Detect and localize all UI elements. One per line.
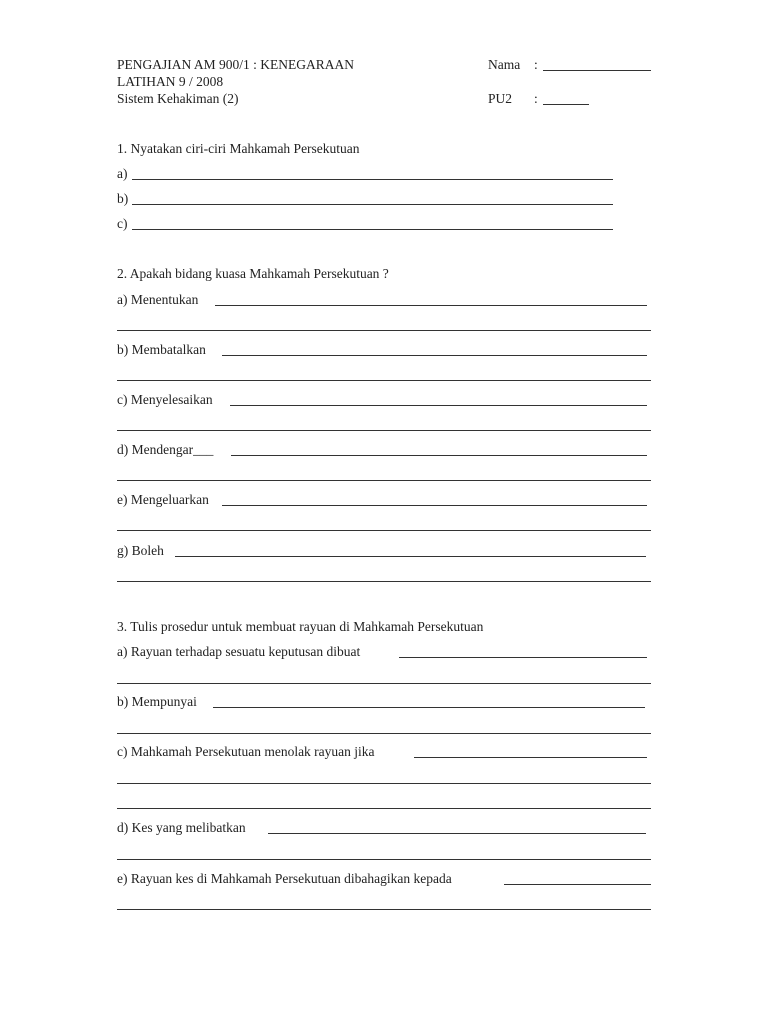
q3-answer-line[interactable] (117, 683, 651, 684)
q3-answer-line[interactable] (117, 859, 651, 860)
q3-answer-line[interactable] (117, 909, 651, 910)
class-colon: : (534, 91, 538, 106)
name-label: Nama (488, 57, 521, 72)
course-title: PENGAJIAN AM 900/1 : KENEGARAAN (117, 57, 355, 72)
q2-answer-line[interactable] (117, 380, 651, 381)
q2-answer-line[interactable] (117, 330, 651, 331)
topic-title: Sistem Kehakiman (2) (117, 91, 239, 106)
q3-answer-line[interactable] (117, 733, 651, 734)
question-3: 3. Tulis prosedur untuk membuat rayuan di Mahkamah Persekutuan (117, 619, 484, 634)
name-answer-line[interactable] (543, 70, 651, 71)
q3-answer-line[interactable] (504, 884, 651, 885)
q3-answer-line[interactable] (117, 783, 651, 784)
q3-item-label: b) Mempunyai (117, 694, 197, 709)
q1-item-label: b) (117, 191, 129, 206)
class-label: PU2 (488, 91, 513, 106)
q2-item-label: a) Menentukan (117, 292, 199, 307)
q2-answer-line[interactable] (117, 581, 651, 582)
exercise-number: LATIHAN 9 / 2008 (117, 74, 224, 89)
q3-answer-line[interactable] (414, 757, 647, 758)
q2-answer-line[interactable] (215, 305, 647, 306)
q2-answer-line[interactable] (117, 480, 651, 481)
q2-item-label: b) Membatalkan (117, 342, 206, 357)
name-colon: : (534, 57, 538, 72)
class-answer-line[interactable] (543, 104, 589, 105)
q3-answer-line[interactable] (213, 707, 645, 708)
q3-item-label: e) Rayuan kes di Mahkamah Persekutuan dibahagikan kepada (117, 871, 452, 886)
q1-answer-line[interactable] (132, 229, 613, 230)
q2-answer-line[interactable] (231, 455, 647, 456)
q2-answer-line[interactable] (117, 430, 651, 431)
q2-item-label: d) Mendengar___ (117, 442, 214, 457)
q3-answer-line[interactable] (399, 657, 647, 658)
q2-item-label: e) Mengeluarkan (117, 492, 209, 507)
q2-answer-line[interactable] (222, 355, 647, 356)
q2-item-label: c) Menyelesaikan (117, 392, 213, 407)
q1-item-label: c) (117, 216, 128, 231)
question-1: 1. Nyatakan ciri-ciri Mahkamah Persekutuan (117, 141, 360, 156)
q2-answer-line[interactable] (175, 556, 646, 557)
q3-answer-line[interactable] (117, 808, 651, 809)
q3-item-label: a) Rayuan terhadap sesuatu keputusan dibuat (117, 644, 361, 659)
q1-answer-line[interactable] (132, 179, 613, 180)
q2-answer-line[interactable] (222, 505, 647, 506)
question-2: 2. Apakah bidang kuasa Mahkamah Persekutuan ? (117, 266, 389, 281)
q1-answer-line[interactable] (132, 204, 613, 205)
q2-answer-line[interactable] (117, 530, 651, 531)
q3-item-label: d) Kes yang melibatkan (117, 820, 246, 835)
q3-answer-line[interactable] (268, 833, 646, 834)
q2-item-label: g) Boleh (117, 543, 164, 558)
q2-answer-line[interactable] (230, 405, 647, 406)
q3-item-label: c) Mahkamah Persekutuan menolak rayuan jika (117, 744, 375, 759)
q1-item-label: a) (117, 166, 128, 181)
